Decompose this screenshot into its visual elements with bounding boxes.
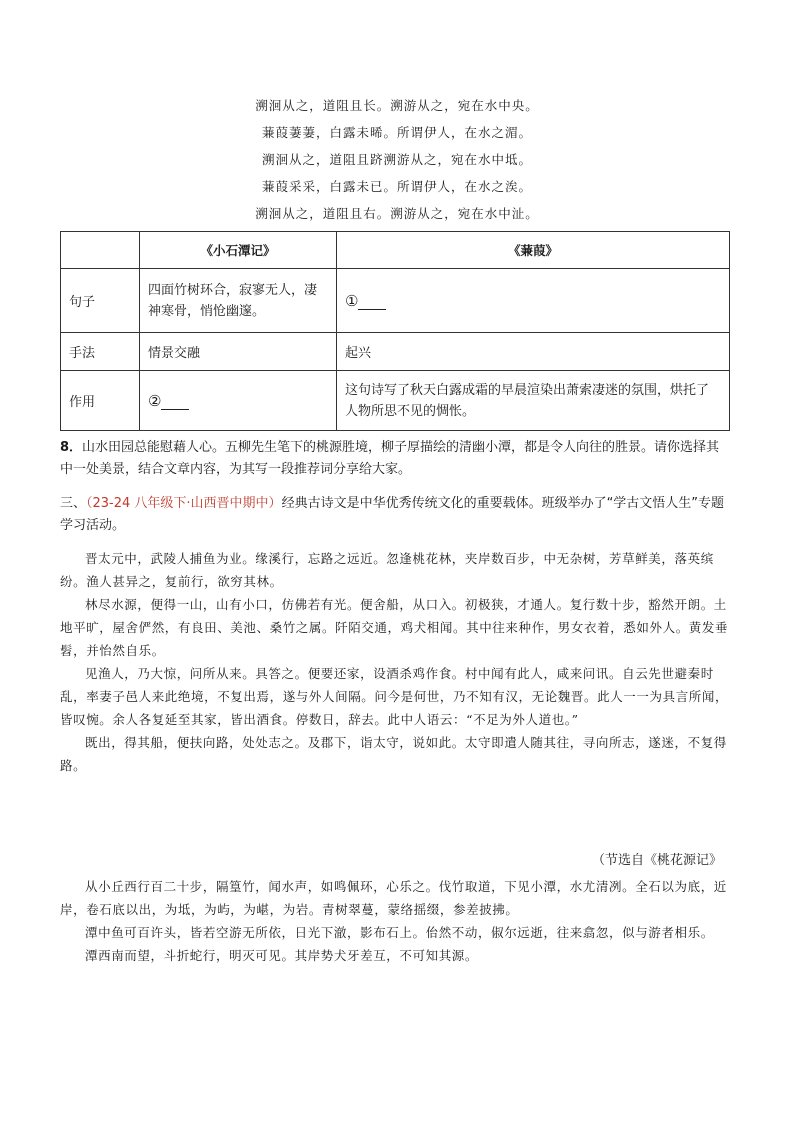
blank-marker: ① [345, 291, 359, 310]
poem-line-1: 溯洄从之，道阻且长。溯游从之，宛在水中央。 [255, 98, 539, 113]
section-text: 经典古诗文是中华优秀传统文化的重要载体。班级举办了“学古文悟人生”专题学习活动。 [60, 496, 725, 533]
passage-paragraph: 潭西南而望，斗折蛇行，明灭可见。其岸势犬牙差互，不可知其源。 [85, 948, 479, 963]
passage-taohuayuan [60, 547, 732, 777]
answer-blank[interactable] [161, 395, 189, 410]
table-row [61, 371, 730, 431]
row-label: 句子 [61, 269, 140, 333]
row-right-cell [337, 269, 730, 333]
table-header-empty [61, 232, 140, 269]
poem-line-5: 溯洄从之，道阻且右。溯游从之，宛在水中沚。 [255, 206, 539, 221]
passage-paragraph: 见渔人，乃大惊，问所从来。具答之。便要还家，设酒杀鸡作食。村中闻有此人，咸来问讯。自云先世避秦时乱，率妻子邑人来此绝境，不复出焉，遂与外人间隔。问今是何世，乃不知有汉，无论魏晋。此人一一为具言所闻，皆叹惋。余人各复延至其家，皆出酒食。停数日，辞去。此中人语云：“不足为外人道也。” [60, 666, 729, 727]
poem-line-2: 蒹葭萋萋，白露未晞。所谓伊人，在水之湄。 [261, 125, 532, 140]
row-right-cell: 起兴 [337, 333, 730, 371]
blank-marker: ② [148, 391, 162, 410]
source-tag: （23-24 八年级下·山西晋中期中） [86, 496, 282, 511]
passage-paragraph: 晋太元中，武陵人捕鱼为业。缘溪行，忘路之远近。忽逢桃花林，夹岸数百步，中无杂树，芳草鲜美，落英缤纷。渔人甚异之，复前行，欲穷其林。 [60, 551, 714, 589]
table-row [61, 269, 730, 333]
table-header-row [61, 232, 730, 269]
passage-paragraph: 从小丘西行百二十步，隔篁竹，闻水声，如鸣佩环，心乐之。伐竹取道，下见小潭，水尤清冽。全石以为底，近岸，卷石底以出，为坻，为屿，为嵁，为岩。青树翠蔓，蒙络摇缀，参差披拂。 [60, 879, 727, 917]
question-number: 8． [60, 440, 83, 455]
passage-paragraph: 潭中鱼可百许头，皆若空游无所依，日光下澈，影布石上。佁然不动，俶尔远逝，往来翕忽，似与游者相乐。 [85, 925, 714, 940]
row-right-cell: 这句诗写了秋天白露成霜的早晨渲染出萧索凄迷的氛围，烘托了人物所思不见的惆怅。 [337, 371, 730, 431]
poem-line-3: 溯洄从之，道阻且跻溯游从之，宛在水中坻。 [261, 152, 532, 167]
passage-xiaoshitan [60, 875, 732, 967]
row-label: 作用 [61, 371, 140, 431]
poem-line-4: 蒹葭采采，白露未已。所谓伊人，在水之涘。 [261, 179, 532, 194]
row-left-cell [140, 371, 337, 431]
table-row [61, 333, 730, 371]
table-header-left: 《小石潭记》 [140, 232, 337, 269]
row-left-cell: 四面竹树环合，寂寥无人，凄神寒骨，悄怆幽邃。 [140, 269, 337, 333]
table-header-right: 《蒹葭》 [337, 232, 730, 269]
answer-blank[interactable] [358, 295, 386, 310]
question-8 [60, 437, 732, 481]
row-label: 手法 [61, 333, 140, 371]
question-text: 山水田园总能慰藉人心。五柳先生笔下的桃源胜境，柳子厚描绘的清幽小潭，都是令人向往的胜景。请你选择其中一处美景，结合文章内容，为其写一段推荐词分享给大家。 [60, 440, 720, 477]
passage-paragraph: 林尽水源，便得一山，山有小口，仿佛若有光。便舍船，从口入。初极狭，才通人。复行数十步，豁然开朗。土地平旷，屋舍俨然，有良田、美池、桑竹之属。阡陌交通，鸡犬相闻。其中往来种作，男女衣着，悉如外人。黄发垂髫，并怡然自乐。 [60, 597, 729, 658]
row-left-cell: 情景交融 [140, 333, 337, 371]
section-3-intro [60, 493, 732, 537]
passage-paragraph: 既出，得其船，便扶向路，处处志之。及郡下，诣太守，说如此。太守即遣人随其往，寻向所志，遂迷，不复得路。 [60, 735, 727, 773]
section-prefix: 三、 [60, 496, 87, 511]
source-credit: （节选自《桃花源记》 [591, 853, 722, 868]
comparison-table [60, 231, 730, 431]
